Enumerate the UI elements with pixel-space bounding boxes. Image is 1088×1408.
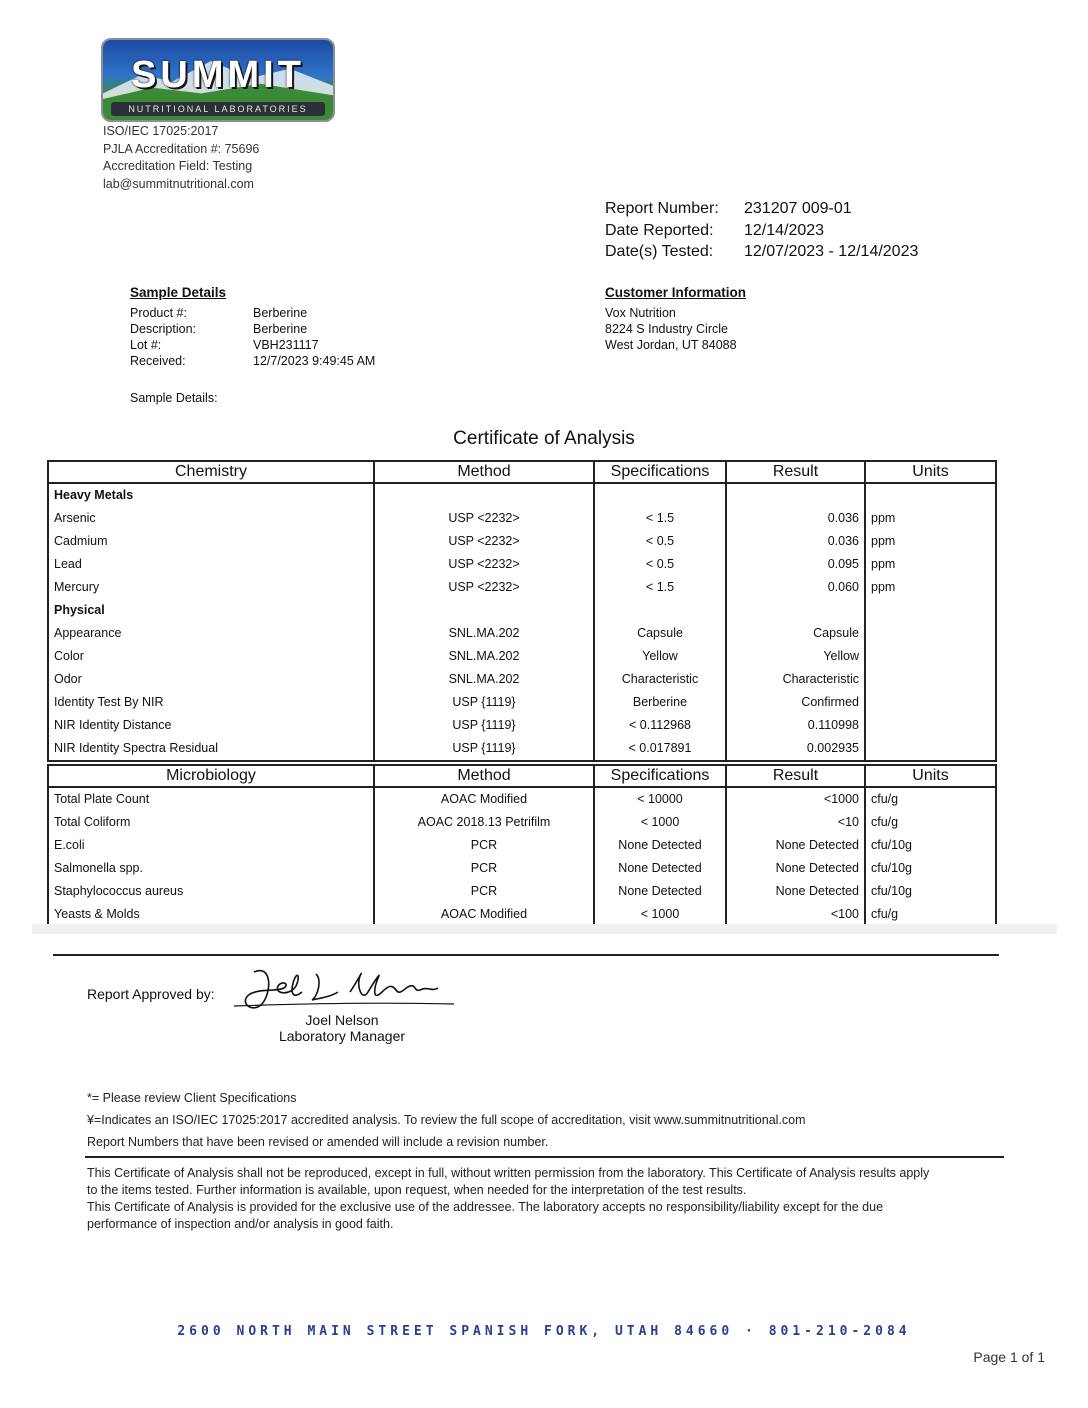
test-name: Identity Test By NIR bbox=[48, 691, 374, 714]
logo-subtitle: NUTRITIONAL LABORATORIES bbox=[111, 102, 325, 116]
specification: None Detected bbox=[594, 857, 726, 880]
report-labels bbox=[605, 198, 719, 263]
test-name: Lead bbox=[48, 553, 374, 576]
table-row bbox=[48, 530, 996, 553]
report-values bbox=[744, 198, 918, 263]
table-row bbox=[48, 576, 996, 599]
chemistry-table bbox=[47, 460, 997, 762]
units: cfu/10g bbox=[865, 880, 996, 903]
footnotes bbox=[87, 1087, 806, 1153]
customer-info bbox=[605, 305, 737, 353]
method: USP <2232> bbox=[374, 530, 594, 553]
table-row bbox=[48, 622, 996, 645]
specification: < 0.112968 bbox=[594, 714, 726, 737]
method: PCR bbox=[374, 857, 594, 880]
table-row bbox=[48, 880, 996, 903]
units: ppm bbox=[865, 553, 996, 576]
test-name: Staphylococcus aureus bbox=[48, 880, 374, 903]
method: PCR bbox=[374, 834, 594, 857]
test-name: Cadmium bbox=[48, 530, 374, 553]
received-label: Received: bbox=[130, 354, 186, 368]
specification: None Detected bbox=[594, 880, 726, 903]
table-shadow-band bbox=[32, 924, 1057, 934]
empty-cell bbox=[594, 483, 726, 507]
result: Confirmed bbox=[726, 691, 865, 714]
specification: < 1000 bbox=[594, 903, 726, 927]
approver-title: Laboratory Manager bbox=[278, 1028, 406, 1044]
report-number-label: Report Number: bbox=[605, 200, 719, 217]
footnote-line: ¥=Indicates an ISO/IEC 17025:2017 accredited analysis. To review the full scope of accreditation, visit www.summitnutritional.com bbox=[87, 1113, 806, 1127]
units: ppm bbox=[865, 507, 996, 530]
approved-by-label: Report Approved by: bbox=[87, 986, 215, 1002]
units bbox=[865, 622, 996, 645]
col-header-specifications: Specifications bbox=[594, 765, 726, 787]
lab-email[interactable]: lab@summitnutritional.com bbox=[103, 176, 254, 191]
method: AOAC 2018.13 Petrifilm bbox=[374, 811, 594, 834]
result: 0.002935 bbox=[726, 737, 865, 761]
method: AOAC Modified bbox=[374, 787, 594, 811]
specification: < 1.5 bbox=[594, 507, 726, 530]
test-name: NIR Identity Spectra Residual bbox=[48, 737, 374, 761]
approver-name: Joel Nelson bbox=[305, 1012, 379, 1028]
empty-cell bbox=[594, 599, 726, 622]
test-name: Color bbox=[48, 645, 374, 668]
divider-line bbox=[53, 954, 999, 956]
result: Characteristic bbox=[726, 668, 865, 691]
customer-address: 8224 S Industry Circle bbox=[605, 322, 728, 336]
empty-cell bbox=[865, 483, 996, 507]
lot-label: Lot #: bbox=[130, 338, 162, 352]
col-header-result: Result bbox=[726, 765, 865, 787]
table-row bbox=[48, 857, 996, 880]
col-header-result: Result bbox=[726, 461, 865, 483]
units bbox=[865, 668, 996, 691]
col-header-method: Method bbox=[374, 765, 594, 787]
sample-details-label: Sample Details: bbox=[130, 391, 218, 405]
units bbox=[865, 691, 996, 714]
col-header-microbiology: Microbiology bbox=[48, 765, 374, 787]
specification: Characteristic bbox=[594, 668, 726, 691]
result: 0.036 bbox=[726, 507, 865, 530]
specification: < 0.017891 bbox=[594, 737, 726, 761]
specification: < 10000 bbox=[594, 787, 726, 811]
table-row bbox=[48, 507, 996, 530]
lot-value: VBH231117 bbox=[253, 338, 319, 352]
dates-tested-label: Date(s) Tested: bbox=[605, 243, 714, 260]
legal-line: This Certificate of Analysis is provided for the exclusive use of the addressee. The laboratory accepts no responsibility/liability except for the due bbox=[87, 1200, 884, 1214]
specification: < 1.5 bbox=[594, 576, 726, 599]
lab-info-line: ISO/IEC 17025:2017 bbox=[103, 124, 219, 138]
group-name: Heavy Metals bbox=[48, 483, 374, 507]
divider-line bbox=[85, 1156, 1004, 1158]
customer-info-title: Customer Information bbox=[605, 285, 747, 300]
description-value: Berberine bbox=[253, 322, 308, 336]
chemistry-header-row bbox=[48, 461, 996, 483]
test-name: Total Plate Count bbox=[48, 787, 374, 811]
units: cfu/g bbox=[865, 787, 996, 811]
test-name: Salmonella spp. bbox=[48, 857, 374, 880]
test-name: Appearance bbox=[48, 622, 374, 645]
test-name: Mercury bbox=[48, 576, 374, 599]
lab-info bbox=[103, 123, 259, 193]
col-header-chemistry: Chemistry bbox=[48, 461, 374, 483]
footnote-line: *= Please review Client Specifications bbox=[87, 1091, 297, 1105]
col-header-method: Method bbox=[374, 461, 594, 483]
legal-line: to the items tested. Further information is available, upon request, when needed for the interpretation of the test results. bbox=[87, 1183, 747, 1197]
method: USP {1119} bbox=[374, 714, 594, 737]
footnote-line: Report Numbers that have been revised or amended will include a revision number. bbox=[87, 1135, 549, 1149]
approver bbox=[242, 1012, 442, 1044]
description-label: Description: bbox=[130, 322, 196, 336]
units: ppm bbox=[865, 530, 996, 553]
specification: Yellow bbox=[594, 645, 726, 668]
page-number: Page 1 of 1 bbox=[973, 1349, 1045, 1365]
customer-city: West Jordan, UT 84088 bbox=[605, 338, 737, 352]
method: SNL.MA.202 bbox=[374, 668, 594, 691]
method: SNL.MA.202 bbox=[374, 645, 594, 668]
table-row bbox=[48, 737, 996, 761]
empty-cell bbox=[374, 599, 594, 622]
customer-name: Vox Nutrition bbox=[605, 306, 676, 320]
result: <100 bbox=[726, 903, 865, 927]
lab-info-line: Accreditation Field: Testing bbox=[103, 159, 253, 173]
date-reported: 12/14/2023 bbox=[744, 221, 825, 239]
empty-cell bbox=[374, 483, 594, 507]
result: Capsule bbox=[726, 622, 865, 645]
result: 0.036 bbox=[726, 530, 865, 553]
test-name: NIR Identity Distance bbox=[48, 714, 374, 737]
table-row bbox=[48, 645, 996, 668]
method: USP <2232> bbox=[374, 576, 594, 599]
sample-detail-labels bbox=[130, 305, 196, 369]
summit-logo bbox=[101, 38, 335, 122]
sample-details-title: Sample Details bbox=[130, 285, 227, 300]
product-label: Product #: bbox=[130, 306, 187, 320]
specification: Capsule bbox=[594, 622, 726, 645]
signature-image bbox=[232, 962, 456, 1014]
empty-cell bbox=[865, 599, 996, 622]
units: cfu/g bbox=[865, 811, 996, 834]
specification: < 0.5 bbox=[594, 553, 726, 576]
specification: < 0.5 bbox=[594, 530, 726, 553]
units bbox=[865, 645, 996, 668]
product-value: Berberine bbox=[253, 306, 308, 320]
dates-tested: 12/07/2023 - 12/14/2023 bbox=[744, 243, 919, 260]
table-row bbox=[48, 834, 996, 857]
method: USP {1119} bbox=[374, 691, 594, 714]
col-header-units: Units bbox=[865, 765, 996, 787]
method: SNL.MA.202 bbox=[374, 622, 594, 645]
method: AOAC Modified bbox=[374, 903, 594, 927]
date-reported-label: Date Reported: bbox=[605, 221, 714, 239]
sample-detail-values bbox=[253, 305, 375, 369]
method: USP <2232> bbox=[374, 507, 594, 530]
microbiology-table bbox=[47, 764, 997, 928]
table-row bbox=[48, 787, 996, 811]
units bbox=[865, 714, 996, 737]
empty-cell bbox=[726, 483, 865, 507]
result: <1000 bbox=[726, 787, 865, 811]
result: 0.060 bbox=[726, 576, 865, 599]
test-name: E.coli bbox=[48, 834, 374, 857]
method: USP <2232> bbox=[374, 553, 594, 576]
method: USP {1119} bbox=[374, 737, 594, 761]
group-row bbox=[48, 599, 996, 622]
coa-title: Certificate of Analysis bbox=[453, 428, 635, 449]
specification: None Detected bbox=[594, 834, 726, 857]
units: cfu/g bbox=[865, 903, 996, 927]
legal-line: This Certificate of Analysis shall not be reproduced, except in full, without written permission from the laboratory. This Certificate of Analysis results apply bbox=[87, 1166, 930, 1180]
group-name: Physical bbox=[48, 599, 374, 622]
units: ppm bbox=[865, 576, 996, 599]
result: Yellow bbox=[726, 645, 865, 668]
result: None Detected bbox=[726, 834, 865, 857]
table-row bbox=[48, 691, 996, 714]
units: cfu/10g bbox=[865, 857, 996, 880]
method: PCR bbox=[374, 880, 594, 903]
table-row bbox=[48, 553, 996, 576]
result: None Detected bbox=[726, 857, 865, 880]
units: cfu/10g bbox=[865, 834, 996, 857]
result: <10 bbox=[726, 811, 865, 834]
legal-line: performance of inspection and/or analysis in good faith. bbox=[87, 1217, 394, 1231]
table-row bbox=[48, 714, 996, 737]
legal-disclaimer bbox=[87, 1165, 929, 1233]
result: None Detected bbox=[726, 880, 865, 903]
test-name: Total Coliform bbox=[48, 811, 374, 834]
specification: Berberine bbox=[594, 691, 726, 714]
result: 0.095 bbox=[726, 553, 865, 576]
result: 0.110998 bbox=[726, 714, 865, 737]
group-row bbox=[48, 483, 996, 507]
lab-address: 2600 NORTH MAIN STREET SPANISH FORK, UTAH 84660 · 801-210-2084 bbox=[177, 1324, 911, 1339]
empty-cell bbox=[726, 599, 865, 622]
lab-info-line: PJLA Accreditation #: 75696 bbox=[103, 141, 260, 156]
received-value: 12/7/2023 9:49:45 AM bbox=[253, 354, 376, 368]
table-row bbox=[48, 811, 996, 834]
table-row bbox=[48, 668, 996, 691]
logo-brand-text: SUMMIT bbox=[131, 54, 305, 96]
test-name: Odor bbox=[48, 668, 374, 691]
report-number: 231207 009-01 bbox=[744, 200, 852, 217]
microbiology-header-row bbox=[48, 765, 996, 787]
test-name: Yeasts & Molds bbox=[48, 903, 374, 927]
col-header-units: Units bbox=[865, 461, 996, 483]
col-header-specifications: Specifications bbox=[594, 461, 726, 483]
specification: < 1000 bbox=[594, 811, 726, 834]
units bbox=[865, 737, 996, 761]
test-name: Arsenic bbox=[48, 507, 374, 530]
